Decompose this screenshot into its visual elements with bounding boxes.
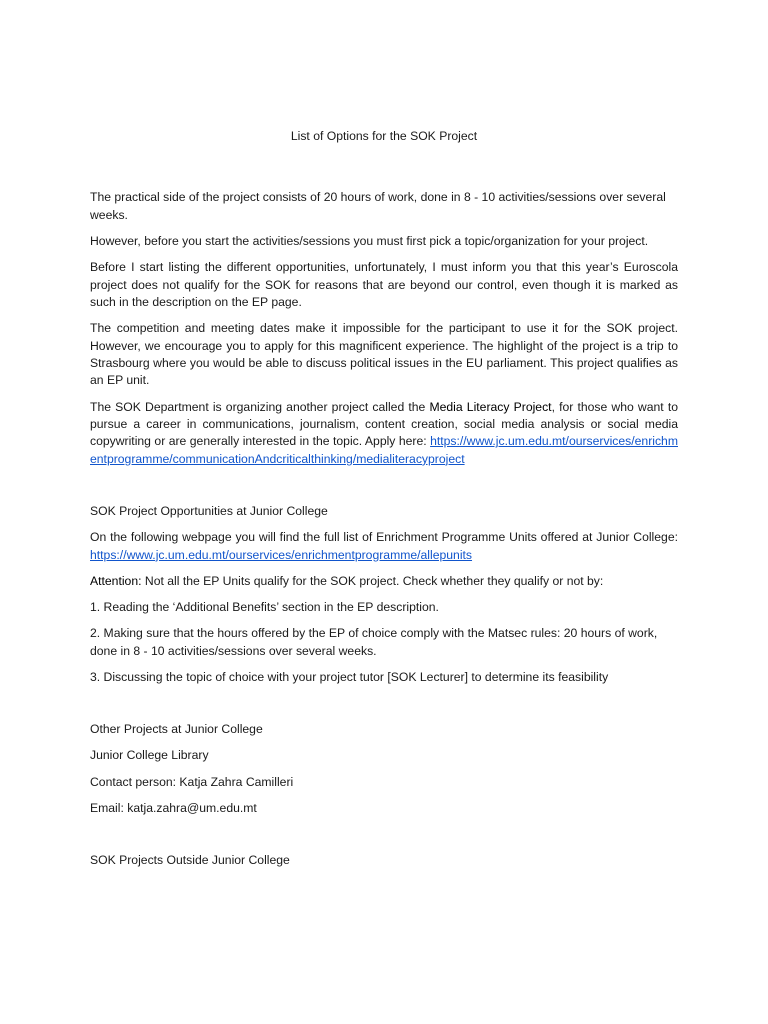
media-literacy-project-name: Media Literacy Project bbox=[429, 399, 552, 414]
ep-units-text: On the following webpage you will find the full list of Enrichment Programme Units offered at Junior College: bbox=[90, 530, 678, 545]
other-projects-heading: Other Projects at Junior College bbox=[90, 722, 263, 737]
criteria-item-1: 1. Reading the ‘Additional Benefits’ section in the EP description. bbox=[90, 600, 439, 615]
email-line: Email: katja.zahra@um.edu.mt bbox=[90, 800, 257, 815]
document-title: List of Options for the SOK Project bbox=[290, 129, 478, 143]
attention-text: Not all the EP Units qualify for the SOK project. Check whether they qualify or not by: bbox=[141, 573, 604, 588]
jc-opportunities-heading: SOK Project Opportunities at Junior College bbox=[90, 504, 328, 519]
intro-paragraph-1: The practical side of the project consists of 20 hours of work, done in 8 - 10 activities/sessions over several weeks. bbox=[90, 190, 666, 222]
criteria-item-3: 3. Discussing the topic of choice with your project tutor [SOK Lecturer] to determine its feasibility bbox=[90, 669, 609, 684]
media-literacy-text-a: The SOK Department is organizing another project called the bbox=[90, 399, 430, 414]
library-line: Junior College Library bbox=[90, 748, 209, 763]
media-literacy-paragraph bbox=[90, 399, 678, 469]
intro-paragraph-2: However, before you start the activities/sessions you must first pick a topic/organization for your project. bbox=[90, 234, 649, 249]
media-literacy-text-b: , for those who want to pursue a career in communications, journalism, content creation, social media analysis or social media copywriting or are generally interested in the topic. Apply here: bbox=[90, 399, 678, 449]
euroscola-notice-paragraph: Before I start listing the different opportunities, unfortunately, I must inform you that this year’s Euroscola project does not qualify for the SOK for reasons that are beyond our control, even though it is marked as such in the description on the EP page. bbox=[90, 260, 678, 310]
outside-projects-heading: SOK Projects Outside Junior College bbox=[90, 853, 290, 868]
document-body bbox=[90, 128, 678, 878]
criteria-item-2: 2. Making sure that the hours offered by the EP of choice comply with the Matsec rules: 20 hours of work, done in 8 - 10 activities/sessions over several weeks. bbox=[90, 626, 658, 658]
ep-units-link[interactable]: https://www.jc.um.edu.mt/ourservices/enrichmentprogramme/allepunits bbox=[90, 547, 473, 562]
ep-units-paragraph bbox=[90, 529, 678, 564]
attention-label: Attention: bbox=[90, 573, 142, 588]
competition-dates-paragraph: The competition and meeting dates make it impossible for the participant to use it for the SOK project. However, we encourage you to apply for this magnificent experience. The highlight of the project is a trip to Strasbourg where you would be able to discuss political issues in the EU parliament. This project qualifies as an EP unit. bbox=[90, 321, 678, 388]
contact-person-line: Contact person: Katja Zahra Camilleri bbox=[90, 774, 294, 789]
attention-paragraph bbox=[90, 573, 678, 590]
media-literacy-link[interactable]: https://www.jc.um.edu.mt/ourservices/enrichmentprogramme/communicationAndcriticalthinking/medialiteracyproject bbox=[90, 434, 678, 466]
